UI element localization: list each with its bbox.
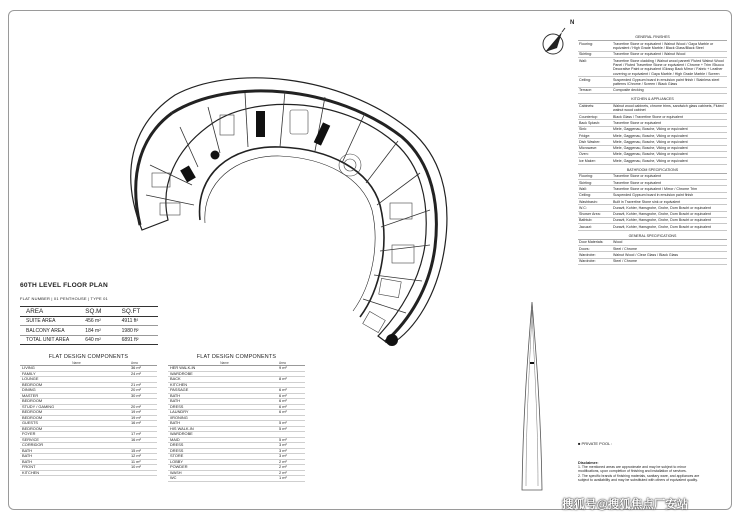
component-area: 19 m² [131,409,141,414]
spec-key: Countertop: [579,114,598,119]
spec-value: Miele, Gaggenau, Bosche, Viking or equivalent [613,139,688,144]
component-name: DRESS [170,403,184,409]
area-sqft: 1980 ft² [121,327,139,334]
component-row [20,471,157,477]
component-name: BEDROOM [22,409,43,414]
component-area: 17 m² [131,431,141,436]
component-area: 2 m² [279,458,287,464]
component-name: LAUNDRY [170,409,189,414]
spec-key: Flooring: [579,174,593,179]
spec-row [578,41,727,52]
component-name: MASTER [22,392,39,398]
component-name: HIS WALK-IN [170,425,194,431]
plan-title: 60TH LEVEL FLOOR PLAN [20,282,108,289]
component-name: WARDROBE [170,370,193,376]
component-name: BATH [22,447,33,453]
component-area: 3 m² [279,453,287,458]
components-title: FLAT DESIGN COMPONENTS [196,354,277,360]
disclaimer [578,461,726,482]
component-row [168,476,305,482]
area-label: BALCONY AREA [26,327,65,334]
spec-value: Walnut Wood / Clear Glass / Black Glass [613,252,679,257]
components-title: FLAT DESIGN COMPONENTS [48,354,129,360]
spec-value: Black Glass / Travertine Stone or equivalent [613,114,683,119]
spec-key: Door Materials: [579,240,604,245]
spec-key: Washbasin: [579,199,598,204]
component-area: 36 m² [131,365,141,370]
area-sqm: 640 m² [85,336,101,343]
component-area: 6 m² [279,392,287,398]
spec-value: Built in Travertine Stone sink or equivalent [613,199,681,204]
component-area: 5 m² [279,420,287,425]
component-name: DRESS [170,442,184,447]
north-compass-icon [535,22,575,62]
sqm-header: SQ.M [85,308,102,315]
spec-key: Bathtub: [579,218,593,223]
area-header: AREA [26,308,44,315]
spec-row [578,158,727,164]
spec-key: W.C: [579,205,587,210]
spec-row [578,77,727,88]
component-name: CORRIDOR [22,442,44,447]
spec-value: Travertine Stone or equivalent [613,174,662,179]
bathroom-heading: BATHROOM SPECIFICATIONS [578,167,727,174]
component-name: BEDROOM [22,398,43,403]
spec-key: Dish Washer: [579,139,601,144]
component-name: LOUNGE [22,376,39,381]
spec-key: Cabinets: [579,104,595,109]
component-name: DINING [22,387,36,392]
component-name: FAMILY [22,370,36,376]
spec-value: Steel / Chrome [613,246,637,251]
spec-row [578,88,727,94]
disclaimer-line: subject to availability and may be substituted with others of equivalent quality. [578,477,698,482]
spec-value: Duravit, Kohler, Hansgrohe, Grohe, Dorn Bracht or equivalent [613,218,711,223]
area-sqm: 184 m² [85,327,101,334]
spec-key: Microwave: [579,146,598,151]
components-table-right [168,355,305,482]
component-name: FRONT [22,464,36,469]
component-name: KITCHEN [22,469,40,475]
component-name: WASH [170,469,182,475]
component-area: 5 m² [279,425,287,431]
component-area: 6 m² [279,398,287,403]
disclaimer-line: 2. The specific brands of finishing materials, sanitary ware, and appliances are [578,473,700,478]
name-header: Name [72,360,81,365]
component-area: 12 m² [131,453,141,458]
area-sqm: 456 m² [85,318,101,325]
component-name: POWDER [170,464,188,469]
component-area: 6 m² [279,387,287,392]
component-name: LIVING [22,365,35,370]
disclaimer-line: 1. The mentioned areas are approximate and may be subject to minor [578,465,687,470]
spec-value: Duravit, Kohler, Hansgrohe, Grohe, Dorn Bracht or equivalent [613,224,711,229]
component-name: BACK [170,376,181,381]
watermark: 搜狐号@搜狐焦点厂安站 [562,499,689,511]
spec-key: Wall: [579,186,587,191]
area-table-header [20,306,158,317]
component-area: 9 m² [279,365,287,370]
spec-value: Miele, Gaggenau, Bosche, Viking or equivalent [613,152,688,157]
component-name: KITCHEN [170,381,188,387]
spec-value: Travertine Stone or equivalent [613,180,662,185]
component-area [131,399,157,404]
component-area: 15 m² [131,447,141,453]
component-name: BATH [170,392,181,398]
name-header: Name [220,360,229,365]
component-name: HER WALK-IN [170,365,196,370]
component-area: 20 m² [131,403,141,409]
spec-row [578,224,727,230]
spec-key: Shower Area: [579,212,601,217]
tower-elevation-drawing [517,300,547,500]
component-name: BATH [170,420,181,425]
spec-value: Steel / Chrome [613,259,637,264]
spec-value: Miele, Gaggenau, Bosche, Viking or equivalent [613,133,688,138]
area-table [20,306,158,345]
component-area: 19 m² [131,414,141,420]
component-name: BATH [22,458,33,464]
spec-key: Wardrobe: [579,259,596,264]
spec-value: Travertine Stone or equivalent [613,120,662,125]
component-area: 16 m² [131,420,141,425]
spec-key: Wardrobe: [579,252,596,257]
flat-number: FLAT NUMBER | 01 PENTHOUSE | TYPE 01 [20,296,108,301]
spec-row [578,58,727,77]
spec-key: Ceiling: [579,77,591,82]
spec-value: Miele, Gaggenau, Bosche, Viking or equivalent [613,127,688,132]
spec-value: Duravit, Kohler, Hansgrohe, Grohe, Dorn Bracht or equivalent [613,205,711,210]
component-name: WC [170,475,177,480]
spec-key: Oven: [579,152,589,157]
component-area: 2 m² [279,464,287,469]
spec-value: Miele, Gaggenau, Bosche, Viking or equivalent [613,158,688,163]
component-area: 1 m² [279,475,287,480]
component-area: 3 m² [279,442,287,447]
component-area: 24 m² [131,370,141,376]
component-name: SERVICE [22,436,40,442]
spec-key: Skirting: [579,52,592,57]
component-name: BATH [22,453,33,458]
components-table-left [20,355,157,476]
spec-key: Jacuzzi: [579,224,592,229]
component-name: BATH [170,398,181,403]
component-area: 21 m² [131,381,141,387]
spec-value: Composite decking [613,88,644,93]
component-name: BEDROOM [22,425,43,431]
area-row [20,317,158,326]
component-name: /IRONING [170,414,188,420]
spec-row [578,104,727,115]
component-name: FOYER [22,431,36,436]
component-area: 3 m² [279,447,287,453]
component-area [131,471,157,476]
spec-key: Fridge: [579,133,591,138]
component-area: 6 m² [279,409,287,414]
component-area: 11 m² [131,458,141,464]
spec-key: Ceiling: [579,193,591,198]
component-name: STUDY / GAMING [22,403,55,409]
component-area: 20 m² [131,387,141,392]
spec-row [578,259,727,265]
spec-key: Ice Maker: [579,158,596,163]
specifications-table [578,32,727,265]
component-name: MAID [170,436,180,442]
area-header: Area [279,360,286,365]
area-header: Area [131,360,138,365]
spec-value: Walnut wood cabinets, chrome trims, sandwich glass cabinets, Fluted walnut wood cabinet [613,104,724,113]
spec-value: Suspended Gypsum board in emulsion paint finish / Stainless steel patterns /Chrome / Screen / Black Glass [613,77,720,87]
spec-key: Sink: [579,127,587,132]
component-area [131,443,157,448]
spec-value: Wood [613,240,623,245]
component-area [279,432,305,437]
area-row [20,326,158,335]
area-row [20,336,158,345]
spec-value: Travertine Stone or equivalent / Mirror / Chrome Trim [613,186,698,191]
compass-label: N [570,20,575,26]
general-spec-heading: GENERAL SPECIFICATIONS [578,233,727,240]
spec-value: Suspended Gypsum board in emulsion paint finish [613,193,694,198]
disclaimer-title: Disclaimer: [578,461,599,465]
component-name: BEDROOM [22,381,43,387]
component-name: STORE [170,453,184,458]
spec-value: Travertine Stone or equivalent / Walnut Wood / Gaya Marble or equivalent / High Grade Marble / Black Glass/Black Steel [613,41,714,51]
component-area: 16 m² [131,436,141,442]
component-name: BEDROOM [22,414,43,420]
spec-key: Doors: [579,246,590,251]
component-name: GUESTS [22,420,38,425]
kitchen-heading: KITCHEN & APPLIANCES [578,96,727,103]
general-finishes-heading: GENERAL FINISHES [578,34,727,41]
component-area: 8 m² [279,376,287,381]
component-area [131,377,157,382]
area-label: SUITE AREA [26,318,56,325]
component-area: 6 m² [279,403,287,409]
component-name: PASSAGE [170,387,189,392]
component-name: DRESS [170,447,184,453]
disclaimer-line: modifications, upon completion of finishing and installation of services. [578,469,687,474]
component-name: LOBBY [170,458,183,464]
spec-key: Back Splash: [579,120,600,125]
component-name: WARDROBE [170,431,193,436]
spec-value: Travertine Stone or equivalent / Walnut Wood [613,52,686,57]
component-area: 10 m² [131,464,141,469]
spec-value: Travertine Stone cladding / Walnut wood paneel/ Fluted Walnut Wood Panel / Fluted Travertine Stone or equivalent / Chrome + Trim /Stucco Decorative Paint or equivalent /Glossy Back Mirror / Fabric + Leather covering or equivalent / Gaya Marble / High Grade Marble / Screen [613,58,724,76]
component-area: 30 m² [131,392,141,398]
spec-key: Flooring: [579,41,593,46]
component-area: 2 m² [279,469,287,475]
spec-key: Wall: [579,58,587,63]
spec-key: Skirting: [579,180,592,185]
area-label: TOTAL UNIT AREA [26,336,70,343]
component-area: 5 m² [279,436,287,442]
spec-value: Duravit, Kohler, Hansgrohe, Grohe, Dorn Bracht or equivalent [613,212,711,217]
spec-key: Terrace: [579,88,592,93]
private-pool-legend: ■ PRIVATE POOL : [578,441,613,446]
area-sqft: 6891 ft² [121,336,139,343]
area-sqft: 4911 ft² [121,318,139,325]
sqft-header: SQ.FT [121,308,141,315]
spec-value: Miele, Gaggenau, Bosche, Viking or equivalent [613,146,688,151]
